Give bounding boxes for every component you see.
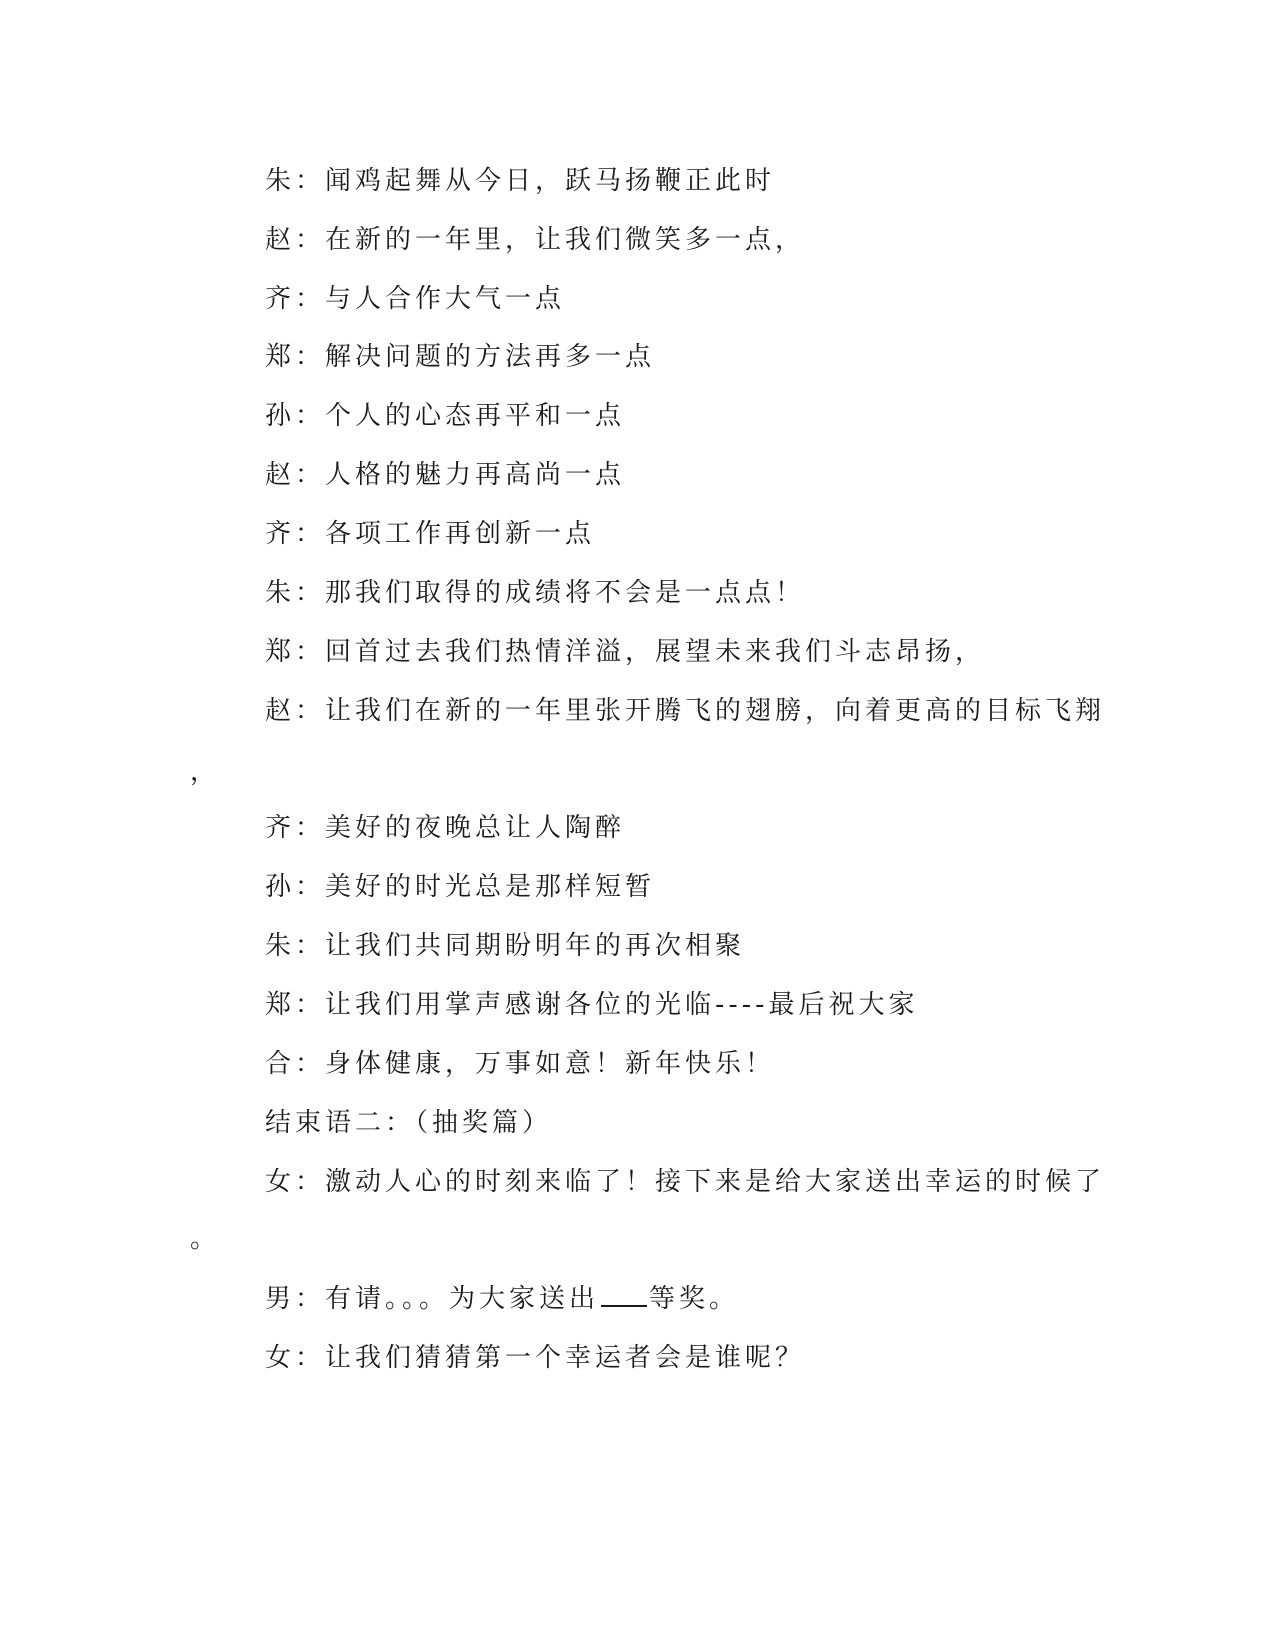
dialogue-line-start: 男：有请。。。为大家送出 xyxy=(265,1284,600,1314)
dialogue-line: 赵：人格的魅力再高尚一点 xyxy=(265,460,626,490)
dialogue-line: 赵：在新的一年里，让我们微笑多一点， xyxy=(265,225,806,255)
dialogue-line-with-blank xyxy=(265,1282,739,1316)
dialogue-line: 郑：回首过去我们热情洋溢，展望未来我们斗志昂扬， xyxy=(265,637,986,667)
dialogue-line: 女：激动人心的时刻来临了！接下来是给大家送出幸运的时候了 xyxy=(265,1167,1106,1197)
dialogue-line: 女：让我们猜猜第一个幸运者会是谁呢？ xyxy=(265,1343,806,1373)
dialogue-line: 孙：个人的心态再平和一点 xyxy=(265,401,626,431)
section-heading: 结束语二：（抽奖篇） xyxy=(265,1108,553,1138)
dialogue-line-end: 等奖。 xyxy=(649,1284,740,1314)
dialogue-line: 朱：闻鸡起舞从今日，跃马扬鞭正此时 xyxy=(265,166,776,196)
dialogue-line: 朱：那我们取得的成绩将不会是一点点！ xyxy=(265,578,806,608)
continuation-punctuation: ， xyxy=(190,757,217,787)
dialogue-line: 齐：美好的夜晚总让人陶醉 xyxy=(265,813,626,843)
continuation-punctuation: 。 xyxy=(190,1224,217,1254)
dialogue-line: 朱：让我们共同期盼明年的再次相聚 xyxy=(265,931,746,961)
dialogue-line: 郑：让我们用掌声感谢各位的光临----最后祝大家 xyxy=(265,990,919,1020)
dialogue-line: 孙：美好的时光总是那样短暂 xyxy=(265,872,656,902)
fill-in-blank xyxy=(601,1283,647,1307)
dialogue-line: 齐：与人合作大气一点 xyxy=(265,284,566,314)
dialogue-line: 赵：让我们在新的一年里张开腾飞的翅膀，向着更高的目标飞翔 xyxy=(265,696,1106,726)
dialogue-line: 齐：各项工作再创新一点 xyxy=(265,519,596,549)
dialogue-line: 郑：解决问题的方法再多一点 xyxy=(265,342,656,372)
dialogue-line: 合：身体健康，万事如意！新年快乐！ xyxy=(265,1049,776,1079)
